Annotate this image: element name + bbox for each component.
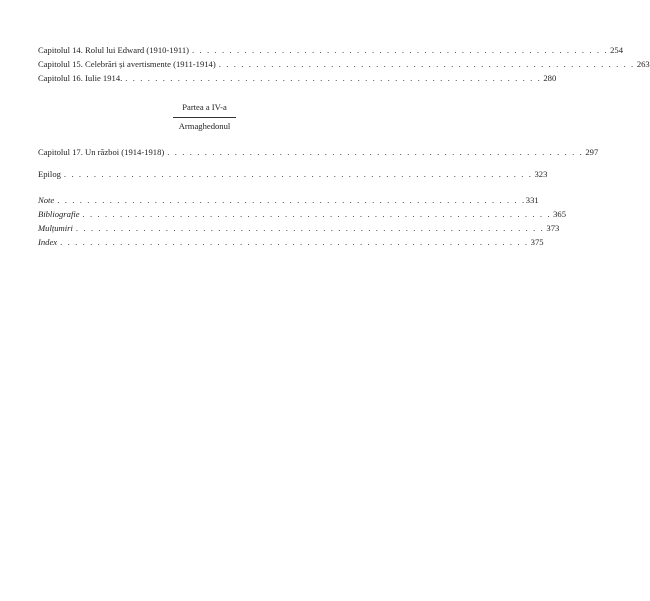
toc-entry-title: Mulțumiri xyxy=(38,223,73,233)
toc-entry-index xyxy=(38,236,544,248)
dot-leader: . . . . . . . . . . . . . . . . . . . . . . . . . . . . . . . . . . . . . . . . . . . . . . . . . . . . . . . . xyxy=(125,73,542,83)
toc-entry-page: 365 xyxy=(553,209,566,219)
toc-entry-title: Epilog xyxy=(38,169,61,179)
dot-leader: . . . . . . . . . . . . . . . . . . . . . . . . . . . . . . . . . . . . . . . . . . . . . . . . . . . . . . . . . . . . . . . xyxy=(63,169,533,179)
dot-leader: . . . . . . . . . . . . . . . . . . . . . . . . . . . . . . . . . . . . . . . . . . . . . . . . . . . . . . . . xyxy=(167,147,584,157)
toc-entry-epilog xyxy=(38,168,548,180)
toc-entry-chapter-16 xyxy=(38,72,557,84)
toc-entry-title: Capitolul 14. Rolul lui Edward (1910-1911) xyxy=(38,45,190,55)
dot-leader: . . . . . . . . . . . . . . . . . . . . . . . . . . . . . . . . . . . . . . . . . . . . . . . . . . . . . . . . . . . . . . . xyxy=(60,237,529,247)
part-divider xyxy=(173,117,236,118)
dot-leader: . . . . . . . . . . . . . . . . . . . . . . . . . . . . . . . . . . . . . . . . . . . . . . . . . . . . . . . . . . . . . . . xyxy=(82,209,552,219)
toc-entry-chapter-17 xyxy=(38,146,599,158)
toc-entry-page: 375 xyxy=(530,237,544,247)
toc-entry-chapter-15 xyxy=(38,58,650,70)
toc-entry-multumiri xyxy=(38,222,560,234)
toc-entry-chapter-14 xyxy=(38,44,623,56)
dot-leader: . . . . . . . . . . . . . . . . . . . . . . . . . . . . . . . . . . . . . . . . . . . . . . . . . . . . . . . . . . . . . . . xyxy=(75,223,545,233)
toc-entry-page: 297 xyxy=(585,147,599,157)
toc-entry-note xyxy=(38,194,539,206)
toc-entry-page: 254 xyxy=(610,45,623,55)
part-subtitle: Armaghedonul xyxy=(178,121,231,131)
toc-entry-title: Index xyxy=(38,237,58,247)
toc-entry-title: Capitolul 15. Celebrări și avertismente (1911-1914) xyxy=(38,59,216,69)
dot-leader: . . . . . . . . . . . . . . . . . . . . . . . . . . . . . . . . . . . . . . . . . . . . . . . . . . . . . . . . . . . . . . . xyxy=(57,195,526,205)
toc-entry-page: 331 xyxy=(525,195,539,205)
dot-leader: . . . . . . . . . . . . . . . . . . . . . . . . . . . . . . . . . . . . . . . . . . . . . . . . . . . . . . . . xyxy=(218,59,635,69)
dot-leader: . . . . . . . . . . . . . . . . . . . . . . . . . . . . . . . . . . . . . . . . . . . . . . . . . . . . . . . . xyxy=(192,45,609,55)
toc-entry-bibliografie xyxy=(38,208,566,220)
part-heading: Partea a IV-a xyxy=(182,102,227,112)
toc-entry-page: 373 xyxy=(546,223,560,233)
toc-entry-page: 280 xyxy=(543,73,557,83)
toc-entry-title: Bibliografie xyxy=(38,209,80,219)
toc-entry-page: 263 xyxy=(636,59,650,69)
toc-entry-title: Capitolul 16. Iulie 1914. xyxy=(38,73,123,83)
toc-entry-page: 323 xyxy=(534,169,548,179)
toc-entry-title: Capitolul 17. Un război (1914-1918) xyxy=(38,147,165,157)
toc-entry-title: Note xyxy=(38,195,55,205)
